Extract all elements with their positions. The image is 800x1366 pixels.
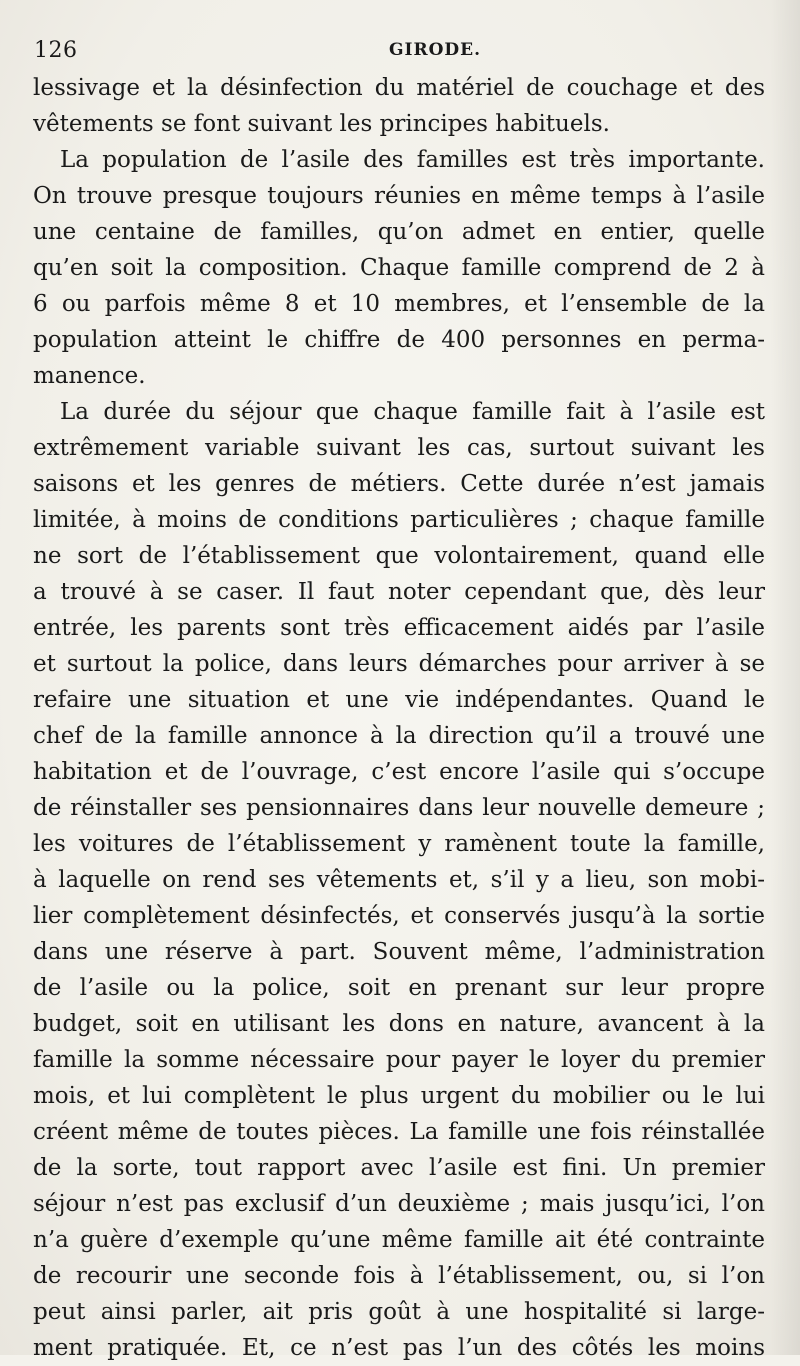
text-line: limitée, à moins de conditions particulières ; chaque famille [33,507,765,533]
text-line: manence. [33,363,146,389]
text-line: qu’en soit la composition. Chaque famille comprend de 2 à [33,255,765,281]
text-line: entrée, les parents sont très efficacement aidés par l’asile [33,615,765,641]
text-line: créent même de toutes pièces. La famille une fois réinstallée [33,1119,765,1145]
text-line: de recourir une seconde fois à l’établissement, ou, si l’on [33,1263,765,1289]
text-line: une centaine de familles, qu’on admet en entier, quelle [33,219,765,245]
text-line: ne sort de l’établissement que volontairement, quand elle [33,543,765,569]
text-line: et surtout la police, dans leurs démarches pour arriver à se [33,651,765,677]
text-line: lessivage et la désinfection du matériel de couchage et des [33,75,765,101]
text-line: On trouve presque toujours réunies en même temps à l’asile [33,183,765,209]
text-line: peut ainsi parler, ait pris goût à une hospitalité si large- [33,1299,765,1325]
page-header [34,38,764,68]
text-line: mois, et lui complètent le plus urgent du mobilier ou le lui [33,1083,765,1109]
text-line: de réinstaller ses pensionnaires dans leur nouvelle demeure ; [33,795,765,821]
page-edge-shadow [770,0,800,1355]
text-line: a trouvé à se caser. Il faut noter cependant que, dès leur [33,579,765,605]
text-line: refaire une situation et une vie indépendantes. Quand le [33,687,765,713]
text-line: 6 ou parfois même 8 et 10 membres, et l’ensemble de la [33,291,765,317]
page-number: 126 [34,38,78,63]
text-line: famille la somme nécessaire pour payer le loyer du premier [33,1047,765,1073]
text-line: n’a guère d’exemple qu’une même famille ait été contrainte [33,1227,765,1253]
text-line: à laquelle on rend ses vêtements et, s’il y a lieu, son mobi- [33,867,765,893]
text-line: chef de la famille annonce à la direction qu’il a trouvé une [33,723,765,749]
text-line: de l’asile ou la police, soit en prenant sur leur propre [33,975,765,1001]
text-line: de la sorte, tout rapport avec l’asile est fini. Un premier [33,1155,765,1181]
text-line: La population de l’asile des familles est très importante. [60,147,765,173]
text-line: extrêmement variable suivant les cas, surtout suivant les [33,435,765,461]
text-line: saisons et les genres de métiers. Cette durée n’est jamais [33,471,765,497]
text-line: ment pratiquée. Et, ce n’est pas l’un des côtés les moins [33,1335,765,1361]
text-line: habitation et de l’ouvrage, c’est encore l’asile qui s’occupe [33,759,765,785]
text-line: les voitures de l’établissement y ramènent toute la famille, [33,831,765,857]
text-line: population atteint le chiffre de 400 personnes en perma- [33,327,765,353]
text-line: vêtements se font suivant les principes habituels. [33,111,610,137]
text-line: séjour n’est pas exclusif d’un deuxième ; mais jusqu’ici, l’on [33,1191,765,1217]
text-line: lier complètement désinfectés, et conservés jusqu’à la sortie [33,903,765,929]
running-title: GIRODE. [389,40,482,60]
text-line: dans une réserve à part. Souvent même, l’administration [33,939,765,965]
text-line: budget, soit en utilisant les dons en nature, avancent à la [33,1011,765,1037]
body-text [33,70,765,1366]
text-line: La durée du séjour que chaque famille fait à l’asile est [60,399,765,425]
